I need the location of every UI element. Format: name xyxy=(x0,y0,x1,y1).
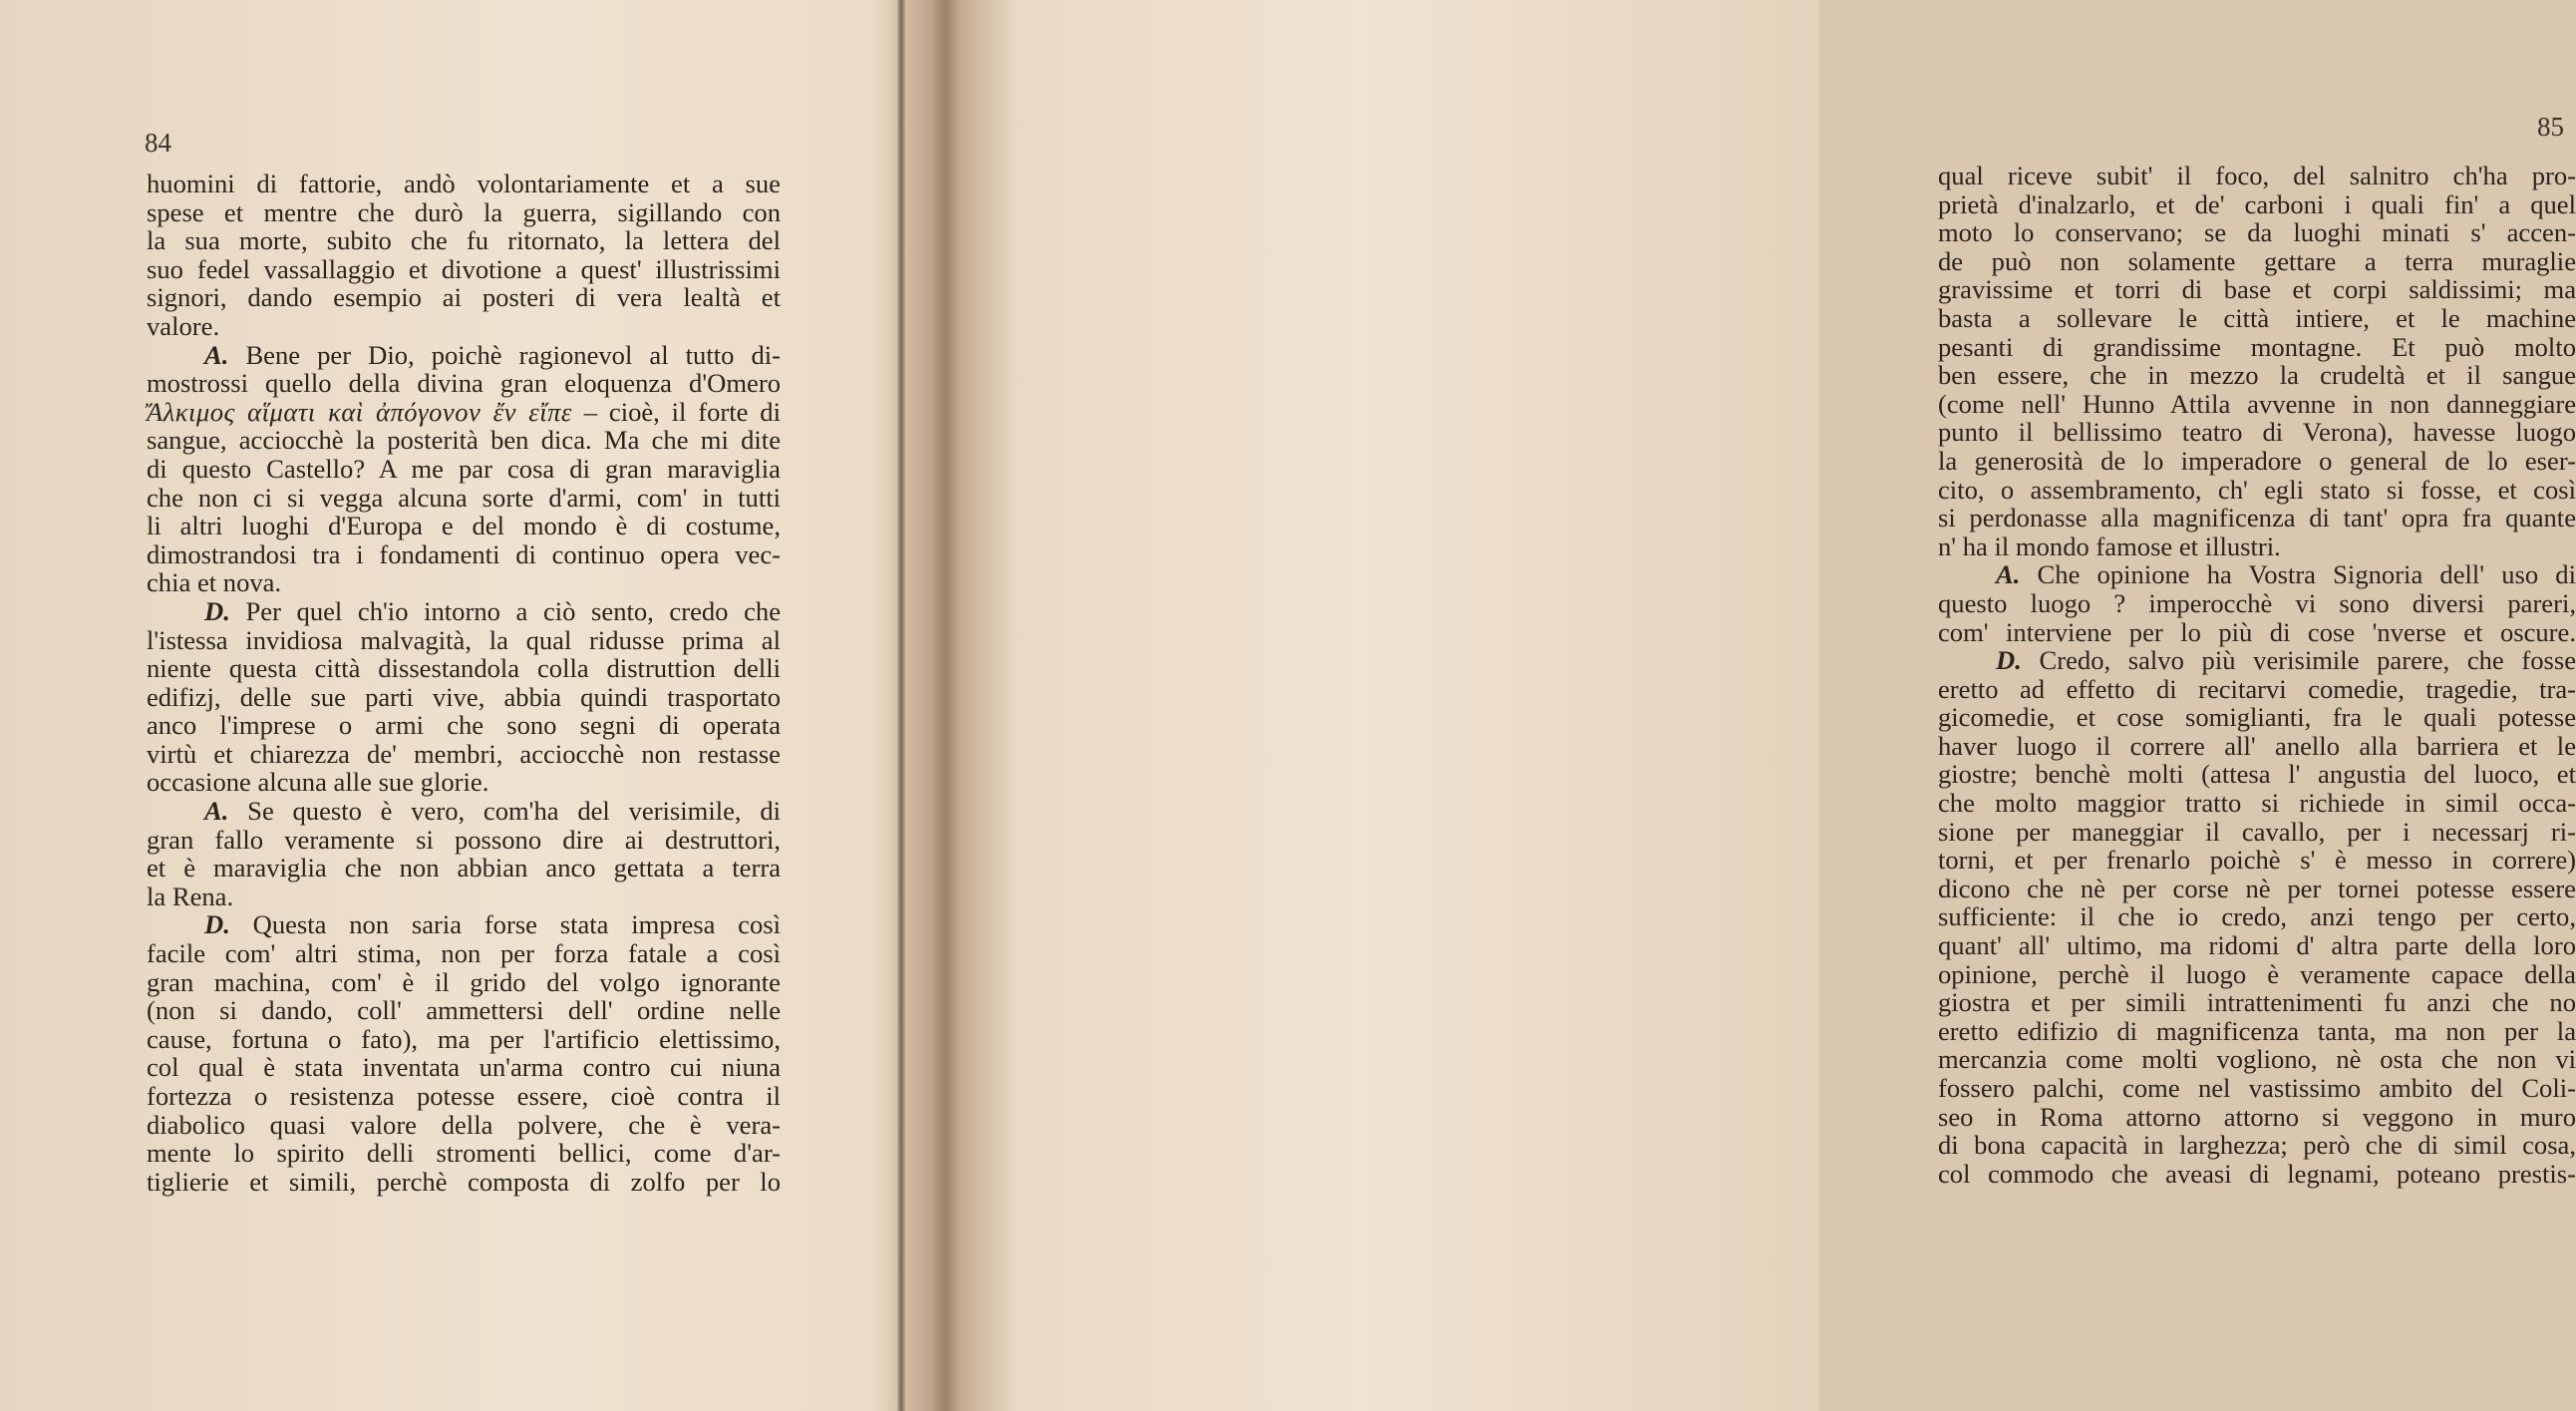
right-page-text xyxy=(1938,162,2576,1188)
line-text: giostra et per simili intrattenimenti fu anzi che no xyxy=(1938,987,2576,1018)
line-text: n' ha il mondo famose et illustri. xyxy=(1938,530,2281,561)
speaker-label: D. xyxy=(1996,645,2022,676)
line-text: (non si dando, coll' ammettersi dell' ordine nelle xyxy=(147,995,781,1026)
text-line xyxy=(1938,418,2576,447)
line-text: occasione alcuna alle sue glorie. xyxy=(147,767,489,798)
text-line xyxy=(147,1139,781,1168)
text-line xyxy=(1938,703,2576,732)
book-gutter xyxy=(897,0,905,1411)
line-text: seo in Roma attorno attorno si veggono in muro xyxy=(1938,1101,2576,1132)
greek-quote: Ἄλκιμος αἵματι καὶ ἀπόγονον ἔν εἴπε xyxy=(147,396,572,427)
right-page xyxy=(905,0,2576,1411)
text-line xyxy=(1938,675,2576,704)
text-line xyxy=(147,1053,781,1082)
left-page-text xyxy=(147,170,781,1196)
text-line xyxy=(1938,560,2576,589)
speaker-label: A. xyxy=(1996,559,2021,590)
text-line xyxy=(1938,732,2576,761)
line-text: gravissime et torri di base et corpi saldissimi; ma xyxy=(1938,274,2576,305)
line-text: de può non solamente gettare a terra muraglie xyxy=(1938,245,2576,276)
line-text: qual riceve subit' il foco, del salnitro ch'ha pro- xyxy=(1938,161,2576,190)
text-line xyxy=(147,398,781,427)
text-line xyxy=(1938,1017,2576,1046)
text-line xyxy=(1938,1045,2576,1074)
text-line xyxy=(1938,846,2576,875)
text-line xyxy=(1938,390,2576,419)
line-text: gran fallo veramente si possono dire ai destruttori, xyxy=(147,824,781,855)
line-text: moto lo conservano; se da luoghi minati s' accen- xyxy=(1938,217,2576,248)
text-line xyxy=(147,426,781,455)
text-line xyxy=(1938,447,2576,476)
text-line xyxy=(1938,504,2576,532)
text-line xyxy=(147,1168,781,1197)
text-line xyxy=(147,854,781,882)
text-line xyxy=(1938,818,2576,847)
text-line xyxy=(1938,304,2576,333)
text-line xyxy=(1938,875,2576,903)
line-text: pesanti di grandissime montagne. Et può molto xyxy=(1938,331,2576,362)
text-line xyxy=(147,341,781,370)
text-line xyxy=(1938,476,2576,505)
text-line xyxy=(147,996,781,1025)
text-line xyxy=(1938,931,2576,960)
line-text: valore. xyxy=(147,310,220,341)
line-text: facile com' altri stima, non per forza fatale a così xyxy=(147,938,781,969)
text-line xyxy=(1938,333,2576,362)
line-text: sangue, acciocchè la posterità ben dica. Ma che mi dite xyxy=(147,425,781,456)
speaker-label: A. xyxy=(204,339,229,370)
text-line xyxy=(147,369,781,398)
line-text: eretto ad effetto di recitarvi comedie, tragedie, tra- xyxy=(1938,673,2576,704)
text-line xyxy=(1938,1131,2576,1160)
text-line xyxy=(147,882,781,911)
text-line xyxy=(1938,532,2576,561)
text-line xyxy=(1938,162,2576,190)
line-text: torni, et per frenarlo poichè s' è messo in correre) xyxy=(1938,845,2576,876)
speaker-label: D. xyxy=(204,909,230,940)
text-line xyxy=(147,797,781,826)
line-text: col commodo che aveasi di legnami, poteano prestis- xyxy=(1938,1158,2576,1189)
line-text: prietà d'inalzarlo, et de' carboni i quali fin' a quel xyxy=(1938,188,2576,219)
text-line xyxy=(1938,789,2576,818)
text-line xyxy=(147,968,781,997)
text-line xyxy=(147,283,781,312)
text-line xyxy=(147,198,781,227)
line-text: basta a sollevare le città intiere, et le machine xyxy=(1938,302,2576,333)
line-text: Se questo è vero, com'ha del verisimile, di xyxy=(247,796,782,827)
text-line xyxy=(1938,589,2576,618)
line-text: col qual è stata inventata un'arma contro cui niuna xyxy=(147,1052,781,1083)
text-line xyxy=(147,568,781,597)
line-text: opinione, perchè il luogo è veramente capace della xyxy=(1938,958,2576,989)
line-text: Credo, salvo più verisimile parere, che fosse xyxy=(2039,645,2576,676)
text-line xyxy=(147,711,781,740)
line-text: et è maraviglia che non abbian anco gettata a terra xyxy=(147,853,781,883)
line-text: virtù et chiarezza de' membri, acciocchè non restasse xyxy=(147,738,781,769)
line-text: l'istessa invidiosa malvagità, la qual ridusse prima al xyxy=(147,624,781,655)
line-text: punto il bellissimo teatro di Verona), havesse luogo xyxy=(1938,417,2576,448)
text-line xyxy=(1938,190,2576,219)
line-text: quant' all' ultimo, ma ridomi d' altra parte della loro xyxy=(1938,930,2576,961)
text-line xyxy=(147,484,781,513)
line-text: signori, dando esempio ai posteri di vera lealtà et xyxy=(147,282,781,313)
text-line xyxy=(1938,960,2576,989)
text-line xyxy=(147,740,781,769)
text-line xyxy=(1938,902,2576,931)
line-text: edifizj, delle sue parti vive, abbia quindi trasportato xyxy=(147,681,781,712)
text-line xyxy=(147,540,781,569)
line-text: mercanzia come molti vogliono, nè osta che non vi xyxy=(1938,1044,2576,1075)
line-text: cause, fortuna o fato), ma per l'artificio elettissimo, xyxy=(147,1023,781,1054)
text-line xyxy=(1938,760,2576,789)
text-line xyxy=(147,683,781,712)
text-line xyxy=(147,654,781,683)
left-page xyxy=(0,0,897,1411)
line-text: di bona capacità in larghezza; però che di simil cosa, xyxy=(1938,1130,2576,1161)
text-line xyxy=(147,826,781,855)
text-line xyxy=(1938,1103,2576,1132)
line-text: Che opinione ha Vostra Signoria dell' uso di xyxy=(2037,559,2576,590)
text-line xyxy=(1938,361,2576,390)
speaker-label: A. xyxy=(204,796,229,827)
line-text: com' interviene per lo più di cose 'nverse et oscure. xyxy=(1938,616,2576,647)
text-line xyxy=(147,512,781,540)
text-line xyxy=(1938,646,2576,675)
line-text: diabolico quasi valore della polvere, che è vera- xyxy=(147,1109,781,1140)
line-text: che molto maggior tratto si richiede in simil occa- xyxy=(1938,788,2576,819)
line-text: li altri luoghi d'Europa e del mondo è di costume, xyxy=(147,511,781,541)
left-page-number: 84 xyxy=(145,128,171,158)
line-text: fortezza o resistenza potesse essere, cioè contra il xyxy=(147,1081,781,1111)
line-text: – cioè, il forte di xyxy=(571,396,781,427)
line-text: Questa non saria forse stata impresa così xyxy=(252,909,782,940)
line-text: fossero palchi, come nel vastissimo ambito del Coli- xyxy=(1938,1073,2576,1103)
line-text: mostrossi quello della divina gran eloquenza d'Omero xyxy=(147,368,781,399)
line-text: la Rena. xyxy=(147,881,234,911)
line-text: gran machina, com' è il grido del volgo ignorante xyxy=(147,966,781,997)
line-text: Per quel ch'io intorno a ciò sento, credo che xyxy=(245,595,781,626)
line-text: la generosità de lo imperadore o general de lo eser- xyxy=(1938,445,2576,476)
line-text: tiglierie et simili, perchè composta di zolfo per lo xyxy=(147,1166,781,1197)
line-text: sufficiente: il che io credo, anzi tengo per certo, xyxy=(1938,901,2576,932)
line-text: di questo Castello? A me par cosa di gran maraviglia xyxy=(147,453,781,484)
line-text: dicono che nè per corse nè per tornei potesse essere xyxy=(1938,873,2576,903)
text-line xyxy=(1938,988,2576,1017)
text-line xyxy=(1938,618,2576,647)
text-line xyxy=(147,455,781,484)
line-text: niente questa città dissestandola colla distruttion delli xyxy=(147,653,781,684)
speaker-label: D. xyxy=(204,595,230,626)
line-text: gicomedie, et cose somiglianti, fra le quali potesse xyxy=(1938,702,2576,733)
text-line xyxy=(147,226,781,255)
line-text: giostre; benchè molti (attesa l' angustia del luoco, et xyxy=(1938,759,2576,790)
line-text: ben essere, che in mezzo la crudeltà et il sangue xyxy=(1938,360,2576,391)
text-line xyxy=(147,170,781,198)
line-text: chia et nova. xyxy=(147,567,282,598)
line-text: cito, o assembramento, ch' egli stato si fosse, et così xyxy=(1938,474,2576,505)
text-line xyxy=(147,626,781,655)
line-text: sione per maneggiar il cavallo, per i necessarj ri- xyxy=(1938,816,2576,847)
right-page-number: 85 xyxy=(2537,112,2564,142)
text-line xyxy=(147,1025,781,1054)
text-line xyxy=(147,939,781,968)
line-text: si perdonasse alla magnificenza di tant' opra fra quante xyxy=(1938,503,2576,533)
line-text: suo fedel vassallaggio et divotione a quest' illustrissimi xyxy=(147,253,781,284)
line-text: eretto edifizio di magnificenza tanta, ma non per la xyxy=(1938,1015,2576,1046)
line-text: che non ci si vegga alcuna sorte d'armi, com' in tutti xyxy=(147,482,781,513)
text-line xyxy=(147,1111,781,1140)
line-text: haver luogo il correre all' anello alla barriera et le xyxy=(1938,730,2576,761)
line-text: la sua morte, subito che fu ritornato, la lettera del xyxy=(147,225,781,256)
text-line xyxy=(1938,1160,2576,1189)
text-line xyxy=(1938,218,2576,247)
line-text: spese et mentre che durò la guerra, sigillando con xyxy=(147,196,781,227)
text-line xyxy=(147,597,781,626)
text-line xyxy=(1938,275,2576,304)
text-line xyxy=(147,768,781,797)
text-line xyxy=(1938,247,2576,276)
line-text: dimostrandosi tra i fondamenti di continuo opera vec- xyxy=(147,538,781,569)
line-text: questo luogo ? imperocchè vi sono diversi pareri, xyxy=(1938,587,2576,618)
text-line xyxy=(1938,1074,2576,1103)
text-line xyxy=(147,1082,781,1111)
line-text: mente lo spirito delli stromenti bellici, come d'ar- xyxy=(147,1138,781,1169)
text-line xyxy=(147,910,781,939)
text-line xyxy=(147,312,781,341)
line-text: Bene per Dio, poichè ragionevol al tutto di- xyxy=(245,339,781,370)
text-line xyxy=(147,255,781,284)
line-text: anco l'imprese o armi che sono segni di operata xyxy=(147,710,781,741)
line-text: (come nell' Hunno Attila avvenne in non danneggiare xyxy=(1938,388,2576,419)
line-text: huomini di fattorie, andò volontariamente et a sue xyxy=(147,169,781,198)
